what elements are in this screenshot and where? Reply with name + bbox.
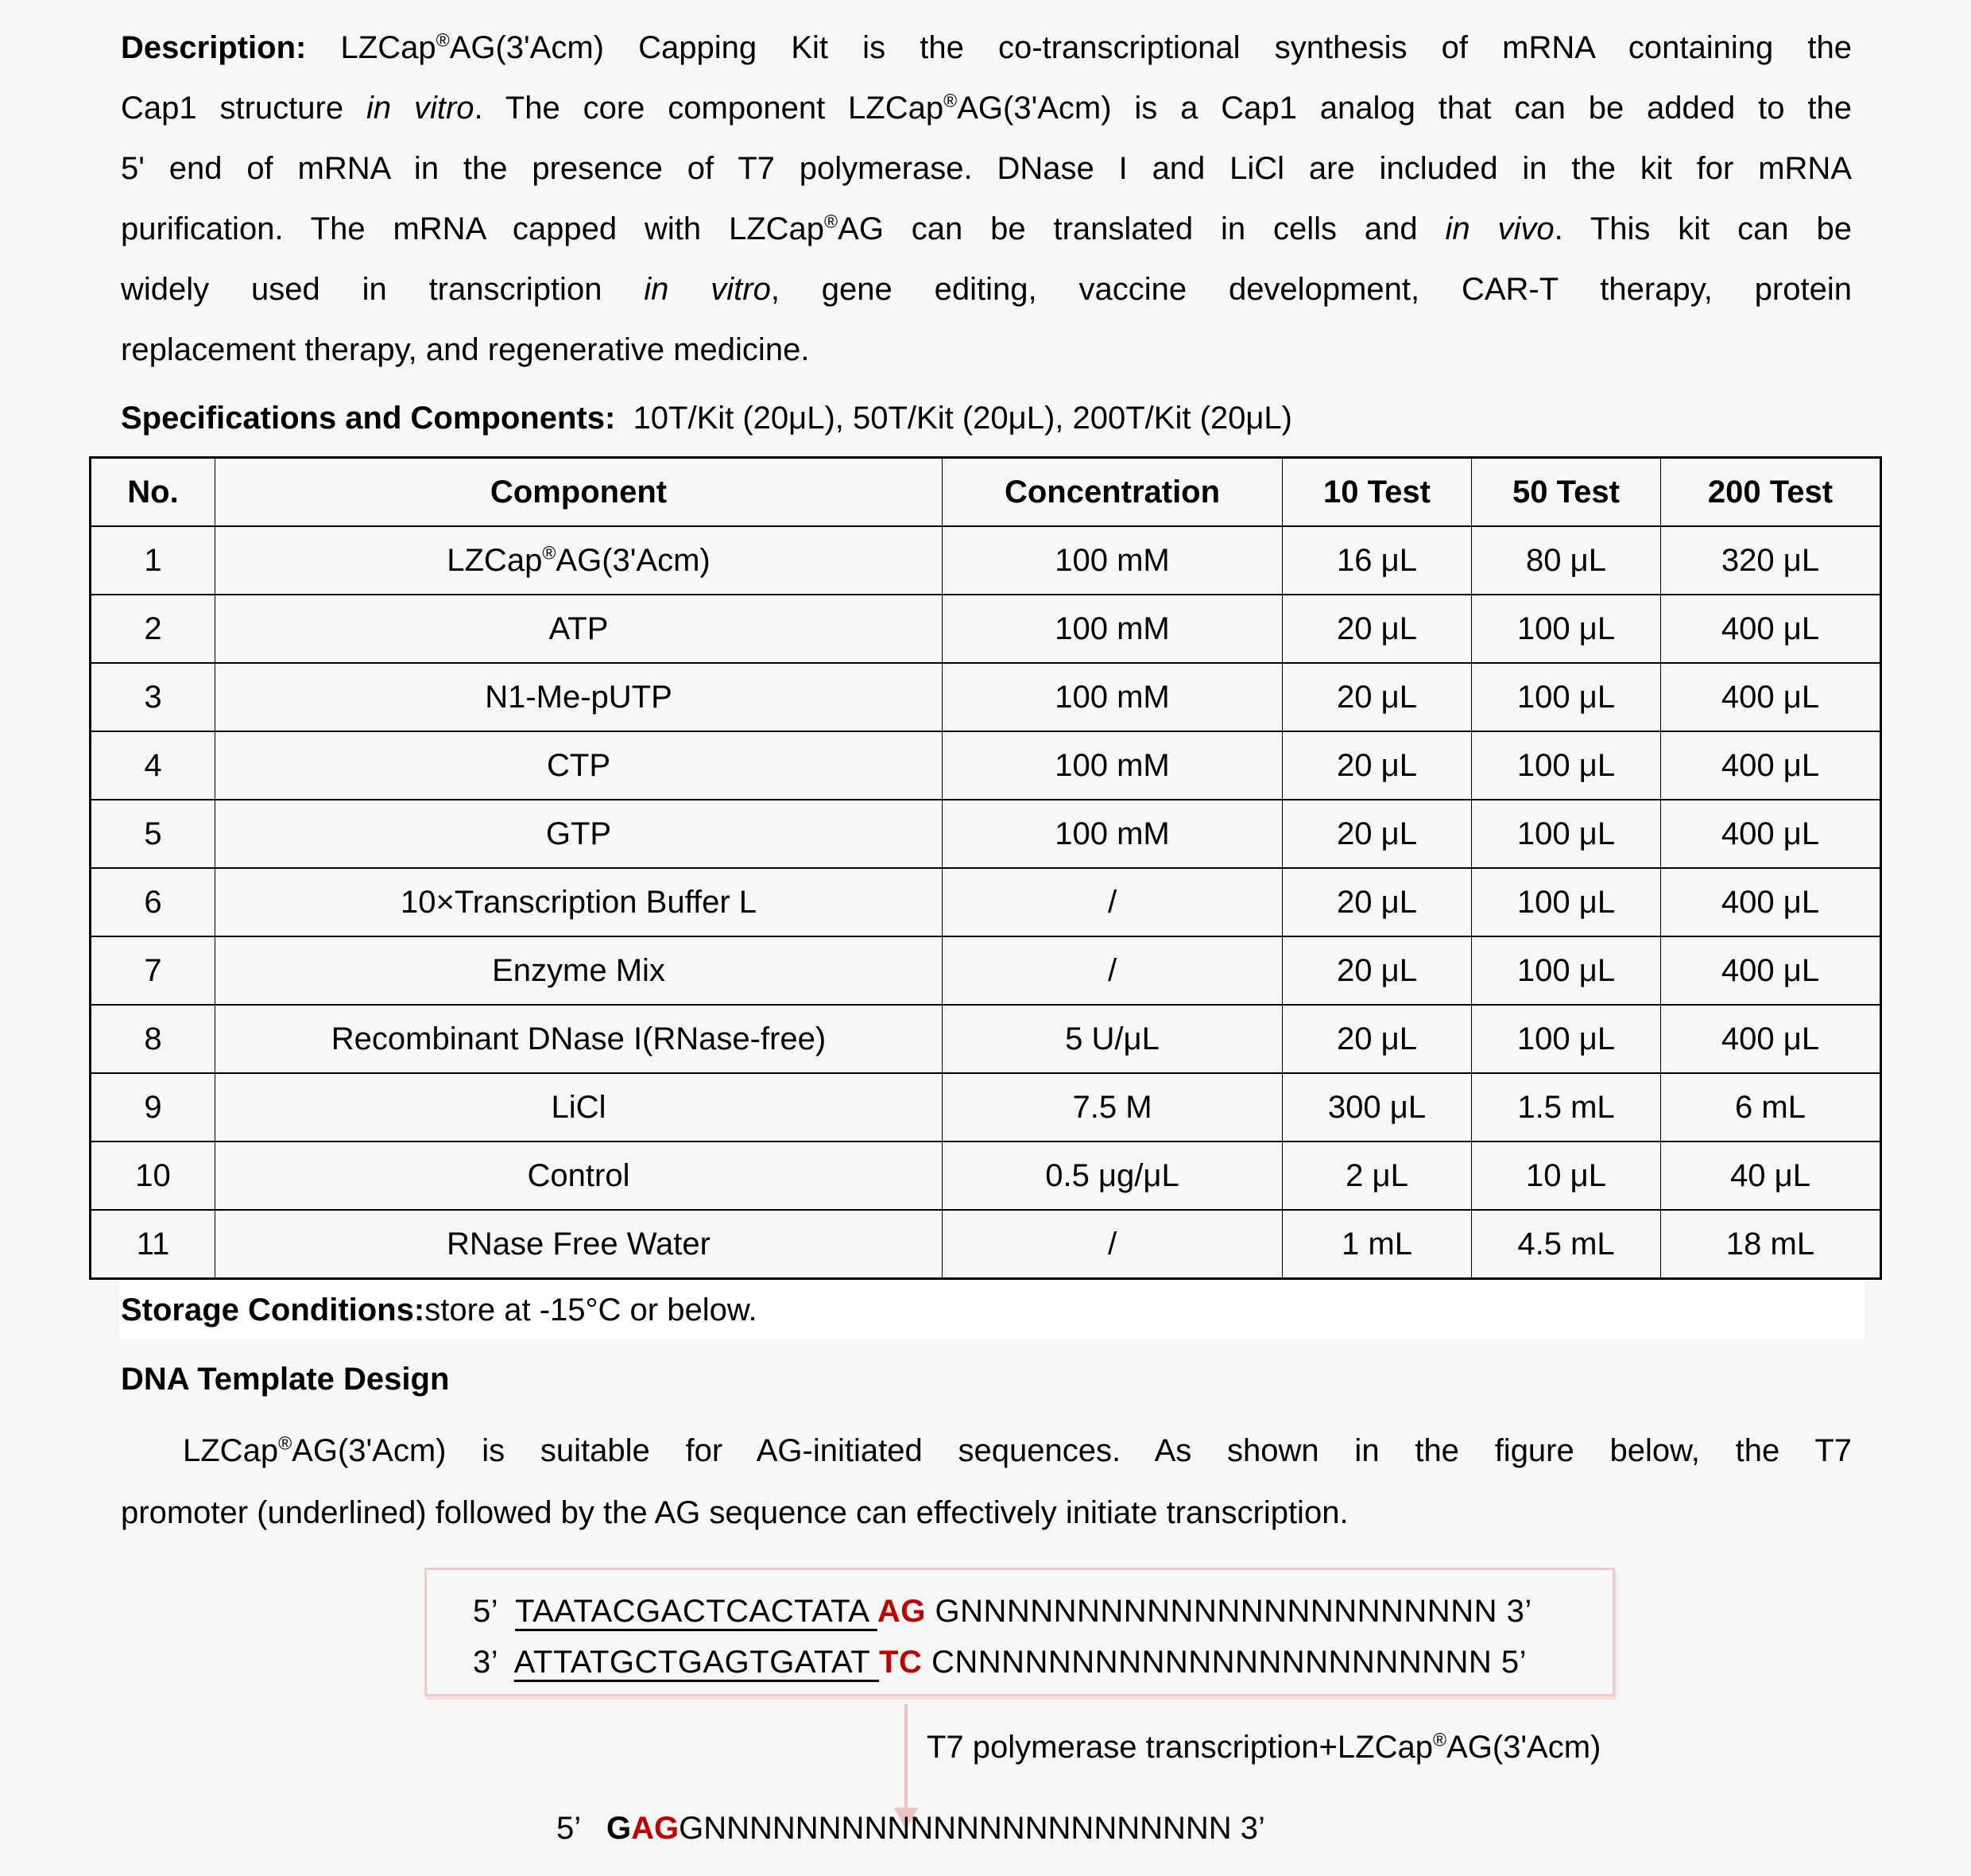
table-row [91,1210,1881,1279]
text-segment: purification. The mRNA capped with LZCap [121,211,825,246]
table-cell: 300 μL [1283,1073,1472,1141]
down-arrow-icon [904,1704,908,1811]
table-cell: 5 U/μL [943,1005,1283,1073]
table-cell: 16 μL [1283,526,1472,595]
table-cell: RNase Free Water [215,1210,943,1279]
text-segment: ® [542,542,556,564]
text-segment: , gene editing, vaccine development, CAR-T therapy, protein [770,272,1852,307]
column-header: Concentration [943,458,1283,527]
transcription-result-sequence [556,1811,1265,1847]
specifications-line [121,388,1852,448]
table-row [91,1073,1881,1141]
text-segment: in vivo [1445,211,1555,246]
antisense-strand-sequence [473,1637,1613,1688]
table-cell: 100 mM [943,800,1283,868]
text-segment: AG(3'Acm) is suitable for AG-initiated sequences. As shown in the figure below, the T7 [292,1433,1852,1468]
table-cell: 320 μL [1661,526,1881,595]
text-segment: Cap1 structure [121,91,366,126]
table-row [91,1141,1881,1210]
table-cell: N1-Me-pUTP [215,663,943,731]
text-segment: AG [631,1811,680,1846]
table-cell: 100 μL [1472,868,1661,936]
text-segment: promoter (underlined) followed by the AG sequence can effectively initiate transcription. [121,1495,1349,1530]
table-row [91,800,1881,868]
text-segment: AG(3'Acm) is a Cap1 analog that can be added to the [957,91,1852,126]
text-segment: AG(3'Acm) [556,542,711,578]
table-cell: / [943,936,1283,1005]
text-segment: 10T/Kit (20μL), 50T/Kit (20μL), 200T/Kit (20μL) [615,401,1292,436]
text-segment: ® [824,211,838,232]
text-segment: LZCap [183,1433,279,1468]
text-segment: . The core component LZCap [474,91,944,126]
table-cell: 40 μL [1661,1141,1881,1210]
description-line [121,199,1852,259]
text-segment: in vitro [366,91,474,126]
text-segment: 3’ [473,1645,514,1680]
table-cell: LiCl [215,1073,943,1141]
column-header: 50 Test [1472,458,1661,527]
table-cell: 400 μL [1661,800,1881,868]
table-cell: Enzyme Mix [215,936,943,1005]
table-cell: 10 μL [1472,1141,1661,1210]
table-cell [215,526,943,595]
table-row [91,868,1881,936]
sequence-box [424,1568,1615,1696]
table-cell: 2 μL [1283,1141,1472,1210]
table-cell: 1 mL [1283,1210,1472,1279]
table-cell: / [943,1210,1283,1279]
table-cell: 400 μL [1661,663,1881,731]
text-segment: GNNNNNNNNNNNNNNNNNNNNNNN 3’ [925,1594,1532,1629]
table-cell: 20 μL [1283,936,1472,1005]
text-segment: ® [436,29,450,51]
column-header: 10 Test [1283,458,1472,527]
text-segment: GNNNNNNNNNNNNNNNNNNNNNNN 3’ [679,1811,1265,1846]
table-cell: 100 μL [1472,800,1661,868]
table-row [91,595,1881,663]
text-segment: 5’ [473,1594,516,1629]
table-cell: 20 μL [1283,731,1472,800]
table-cell: 5 [91,800,215,868]
table-cell: 9 [91,1073,215,1141]
table-cell: 80 μL [1472,526,1661,595]
table-cell: 100 μL [1472,663,1661,731]
table-cell: 20 μL [1283,800,1472,868]
table-cell: 20 μL [1283,1005,1472,1073]
column-header: Component [215,458,943,527]
text-segment: store at -15°C or below. [424,1292,757,1328]
table-cell: 100 mM [943,526,1283,595]
table-cell: 11 [91,1210,215,1279]
text-segment: widely used in transcription [121,272,645,307]
text-segment: G [606,1811,632,1846]
text-segment: LZCap [306,30,436,65]
table-cell: ATP [215,595,943,663]
table-cell: 6 [91,868,215,936]
description-line [121,78,1852,138]
table-head [91,458,1881,527]
description-line [121,138,1852,199]
text-segment: Storage Conditions: [121,1292,425,1328]
description-line [121,259,1852,320]
text-segment: 5’ [556,1811,606,1846]
text-segment: in vitro [644,272,771,307]
table-cell: Control [215,1141,943,1210]
text-segment: LZCap [447,542,543,578]
table-row [91,936,1881,1005]
text-segment: ® [1432,1729,1447,1750]
table-cell: 100 μL [1472,595,1661,663]
table-cell: 100 μL [1472,936,1661,1005]
table-header-row [91,458,1881,527]
table-cell: GTP [215,800,943,868]
table-row [91,663,1881,731]
table-row [91,1005,1881,1073]
sense-strand-sequence [473,1586,1613,1637]
text-segment: replacement therapy, and regenerative medicine. [121,332,810,367]
table-cell: 18 mL [1661,1210,1881,1279]
table-cell: 1.5 mL [1472,1073,1661,1141]
dna-paragraph-line [121,1420,1852,1482]
table-cell: 2 [91,595,215,663]
table-cell: 3 [91,663,215,731]
text-segment: ® [278,1432,292,1454]
table-cell: 6 mL [1661,1073,1881,1141]
text-segment: ® [943,90,958,111]
table-cell: 20 μL [1283,868,1472,936]
components-table [89,456,1882,1280]
table-cell: 7 [91,936,215,1005]
text-segment: AG(3'Acm) Capping Kit is the co-transcriptional synthesis of mRNA containing the [449,30,1853,65]
table-cell: 100 mM [943,731,1283,800]
table-cell: 1 [91,526,215,595]
dna-template-design-heading: DNA Template Design [121,1362,450,1397]
table-cell: 400 μL [1661,731,1881,800]
table-row [91,731,1881,800]
text-segment: AG(3'Acm) [1446,1730,1601,1765]
text-segment: CNNNNNNNNNNNNNNNNNNNNNNN 5’ [922,1645,1527,1680]
transcription-arrow-label [927,1730,1601,1766]
table-cell: 10×Transcription Buffer L [215,868,943,936]
table-cell: 400 μL [1661,936,1881,1005]
table-cell: 100 mM [943,595,1283,663]
column-header: No. [91,458,215,527]
table-cell: 20 μL [1283,663,1472,731]
document-page [0,17,1971,1876]
storage-conditions [119,1281,1865,1339]
table-cell: Recombinant DNase I(RNase-free) [215,1005,943,1073]
table-cell: 8 [91,1005,215,1073]
table-cell: 0.5 μg/μL [943,1141,1283,1210]
column-header: 200 Test [1661,458,1881,527]
table-cell: 400 μL [1661,1005,1881,1073]
table-cell: 100 μL [1472,731,1661,800]
text-segment: . This kit can be [1554,211,1852,246]
description-line [121,320,1852,380]
table-cell: 400 μL [1661,595,1881,663]
description-paragraph [121,17,1852,380]
text-segment: TAATACGACTCACTATA [515,1594,877,1629]
table-cell: 4.5 mL [1472,1210,1661,1279]
text-segment: TC [879,1645,923,1680]
dna-template-paragraph [121,1420,1852,1544]
table-cell: 4 [91,731,215,800]
table-cell: 400 μL [1661,868,1881,936]
text-segment: Specifications and Components: [121,401,616,436]
table-cell: 20 μL [1283,595,1472,663]
dna-paragraph-line [121,1482,1852,1544]
table-cell: 100 μL [1472,1005,1661,1073]
description-line [121,17,1852,78]
text-segment: ATTATGCTGAGTGATAT [513,1645,880,1680]
text-segment: 5' end of mRNA in the presence of T7 polymerase. DNase I and LiCl are included in the kit for mRNA [121,151,1852,186]
table-cell: 7.5 M [943,1073,1283,1141]
dna-template-figure [0,1568,1971,1876]
text-segment: Description: [121,30,307,65]
table-cell: / [943,868,1283,936]
text-segment: AG [877,1594,926,1629]
table-body [91,526,1881,1279]
text-segment: AG can be translated in cells and [838,211,1446,246]
table-cell: 100 mM [943,663,1283,731]
table-cell: 10 [91,1141,215,1210]
table-row [91,526,1881,595]
text-segment: T7 polymerase transcription+LZCap [927,1730,1433,1765]
table-cell: CTP [215,731,943,800]
